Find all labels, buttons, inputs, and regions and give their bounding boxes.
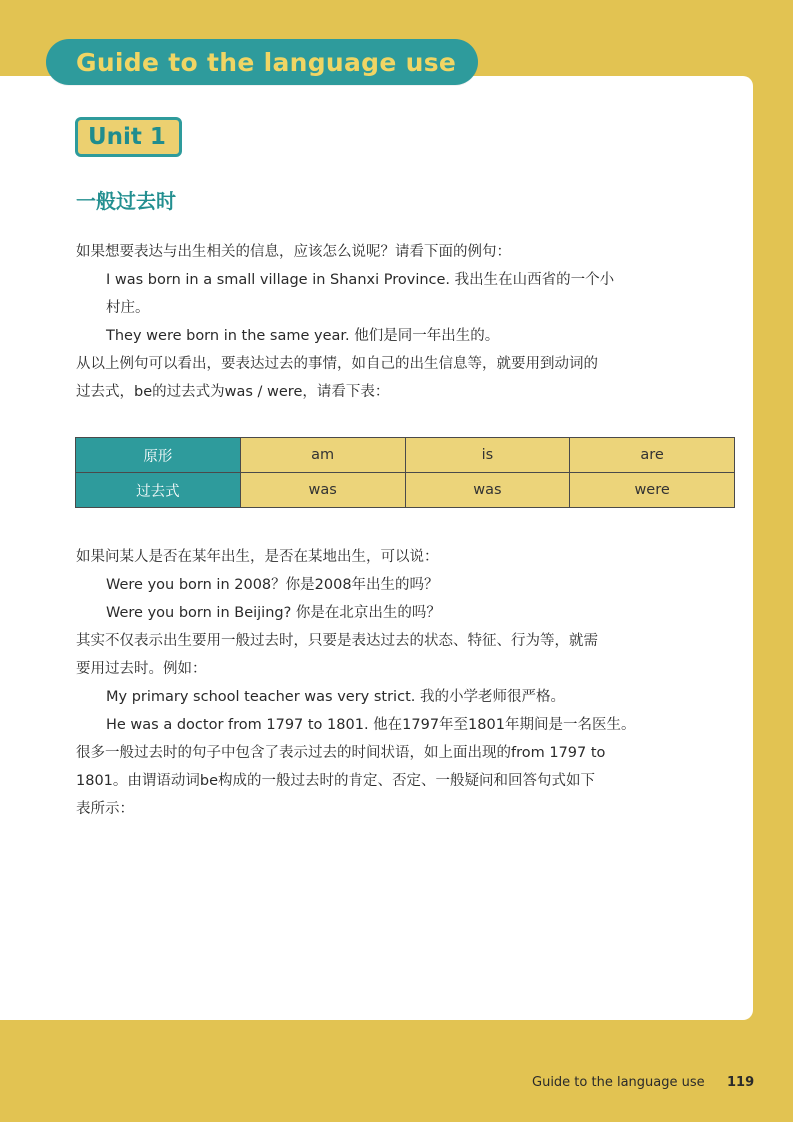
table-row-header: 过去式 — [76, 473, 241, 508]
paragraph-line: 很多一般过去时的句子中包含了表示过去的时间状语，如上面出现的from 1797 to — [76, 745, 606, 761]
example-sentence: Were you born in 2008？你是2008年出生的吗？ — [106, 577, 439, 593]
example-sentence: 村庄。 — [106, 300, 150, 316]
paragraph-line: 其实不仅表示出生要用一般过去时，只要是表达过去的状态、特征、行为等，就需 — [76, 633, 598, 649]
table-cell: am — [240, 438, 405, 473]
paragraph-line: 如果想要表达与出生相关的信息，应该怎么说呢？请看下面的例句： — [76, 244, 511, 260]
table-cell: was — [405, 473, 570, 508]
be-forms-table — [75, 437, 735, 508]
table-row — [76, 473, 735, 508]
example-sentence: Were you born in Beijing? 你是在北京出生的吗？ — [106, 605, 441, 621]
header-title: Guide to the language use — [76, 48, 457, 77]
table-cell: is — [405, 438, 570, 473]
example-sentence: He was a doctor from 1797 to 1801. 他在1797年至1801年期间是一名医生。 — [106, 717, 636, 733]
paragraph-line: 表所示： — [76, 801, 134, 817]
unit-label: Unit 1 — [88, 124, 166, 150]
table-cell: are — [570, 438, 735, 473]
page-number: 119 — [727, 1075, 755, 1090]
paragraph-line: 如果问某人是否在某年出生，是否在某地出生，可以说： — [76, 549, 439, 565]
paragraph-line: 从以上例句可以看出，要表达过去的事情，如自己的出生信息等，就要用到动词的 — [76, 356, 598, 372]
footer-title: Guide to the language use — [532, 1075, 705, 1090]
example-sentence: I was born in a small village in Shanxi Province. 我出生在山西省的一个小 — [106, 272, 615, 288]
table-cell: were — [570, 473, 735, 508]
paragraph-line: 要用过去时。例如： — [76, 661, 207, 677]
section-heading: 一般过去时 — [76, 189, 176, 213]
paragraph-line: 1801。由谓语动词be构成的一般过去时的肯定、否定、一般疑问和回答句式如下 — [76, 773, 596, 789]
example-sentence: My primary school teacher was very strict. 我的小学老师很严格。 — [106, 689, 565, 705]
table-row-header: 原形 — [76, 438, 241, 473]
table-cell: was — [240, 473, 405, 508]
paragraph-line: 过去式，be的过去式为was / were，请看下表： — [76, 384, 390, 400]
table-row — [76, 438, 735, 473]
example-sentence: They were born in the same year. 他们是同一年出生的。 — [106, 328, 500, 344]
